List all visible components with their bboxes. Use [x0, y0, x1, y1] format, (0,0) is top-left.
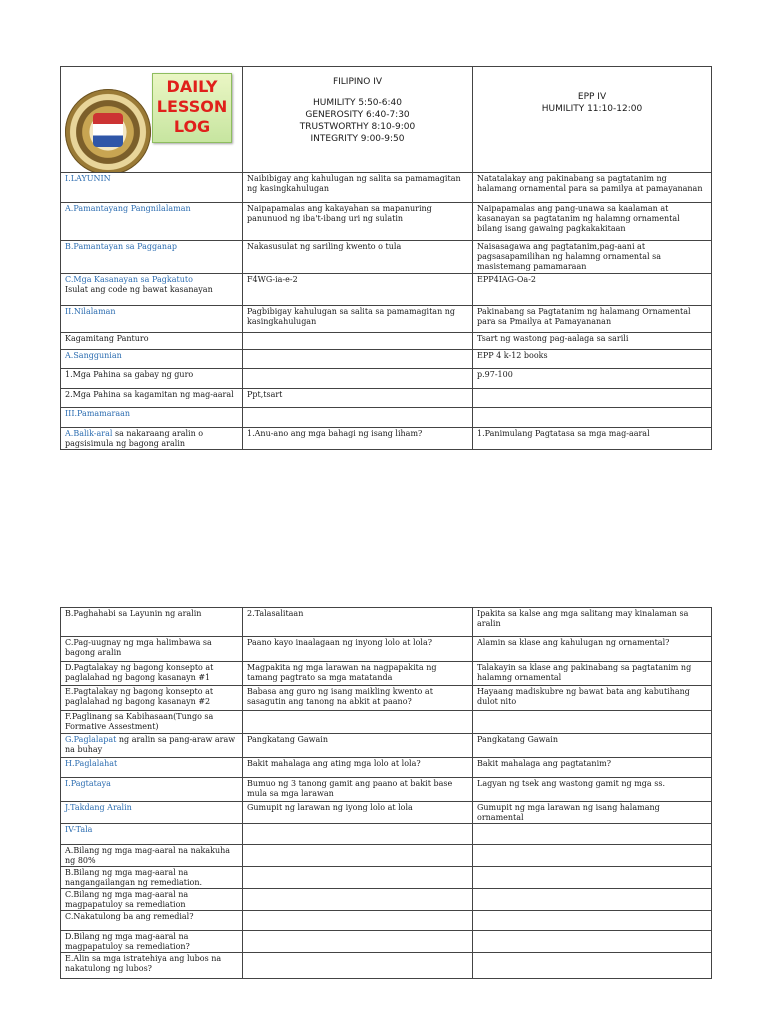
filipino-cell: Magpakita ng mga larawan na nagpapakita ng tamang pagtrato sa mga matatanda	[243, 662, 473, 686]
lesson-log-table-bottom	[60, 607, 712, 979]
filipino-cell: 1.Anu-ano ang mga bahagi ng isang liham?	[243, 428, 473, 450]
row-label-cell	[61, 274, 243, 306]
row-label-text: C.Nakatulong ba ang remedial?	[65, 912, 194, 921]
daily-lesson-log-badge	[152, 73, 232, 143]
epp-cell: Pakinabang sa Pagtatanim ng halamang Ornamental para sa Pmailya at Pamayananan	[473, 306, 712, 333]
epp-cell: Gumupit ng mga larawan ng isang halamang ornamental	[473, 802, 712, 824]
epp-cell	[473, 389, 712, 408]
row-label-cell	[61, 802, 243, 824]
schedule-trustworthy: TRUSTWORTHY 8:10-9:00	[299, 122, 416, 132]
row-label-cell	[61, 637, 243, 662]
row-label-text: C.Pag-uugnay ng mga halimbawa sa bagong aralin	[65, 638, 212, 657]
filipino-cell: Gumupit ng larawan ng iyong lolo at lola	[243, 802, 473, 824]
header-row	[61, 67, 712, 173]
schedule-humility: HUMILITY 5:50-6:40	[313, 98, 402, 108]
table-row	[61, 306, 712, 333]
row-label-cell	[61, 778, 243, 802]
schedule-integrity: INTEGRITY 9:00-9:50	[310, 134, 405, 144]
epp-cell	[473, 711, 712, 734]
epp-cell: Naisasagawa ang pagtatanim,pag-aani at pagsasapamilihan ng halamng ornamental sa masistemang pamamaraan	[473, 241, 712, 274]
table-row	[61, 608, 712, 637]
row-heading: H.Paglalahat	[65, 759, 118, 768]
table-row	[61, 931, 712, 953]
table-row	[61, 241, 712, 274]
row-heading: C.Mga Kasanayan sa Pagkatuto	[65, 275, 193, 284]
row-label-cell	[61, 758, 243, 778]
table-row	[61, 867, 712, 889]
epp-cell: EPP 4 k-12 books	[473, 350, 712, 369]
table-row	[61, 758, 712, 778]
table-row	[61, 203, 712, 241]
filipino-cell: Paano kayo inaalagaan ng inyong lolo at lola?	[243, 637, 473, 662]
filipino-cell	[243, 369, 473, 389]
row-label-text: 1.Mga Pahina sa gabay ng guro	[65, 370, 194, 379]
epp-cell: Pangkatang Gawain	[473, 734, 712, 758]
epp-cell: Talakayin sa klase ang pakinabang sa pagtatanim ng halamng ornamental	[473, 662, 712, 686]
row-label-text: F.Paglinang sa Kabihasaan(Tungo sa Formative Assestment)	[65, 712, 214, 731]
row-heading: G.Paglalapat	[65, 735, 117, 744]
row-label-text: D.Bilang ng mga mag-aaral na magpapatuloy sa remediation?	[65, 932, 190, 951]
epp-cell: Bakit mahalaga ang pagtatanim?	[473, 758, 712, 778]
table-row	[61, 408, 712, 428]
filipino-cell: Naibibigay ang kahulugan ng salita sa pamamagitan ng kasingkahulugan	[243, 173, 473, 203]
epp-cell: Ipakita sa kalse ang mga salitang may kinalaman sa aralin	[473, 608, 712, 637]
epp-cell: Naipapamalas ang pang-unawa sa kaalaman at kasanayan sa pagtatanim ng halamng ornamental bilang isang gawaing pagkakakitaan	[473, 203, 712, 241]
epp-cell	[473, 889, 712, 911]
epp-cell	[473, 867, 712, 889]
row-label-cell	[61, 734, 243, 758]
epp-cell: 1.Panimulang Pagtatasa sa mga mag-aaral	[473, 428, 712, 450]
row-label-cell	[61, 889, 243, 911]
row-label-cell	[61, 867, 243, 889]
row-label-cell	[61, 389, 243, 408]
row-heading: A.Pamantayang Pangnilalaman	[65, 204, 191, 213]
table-row	[61, 686, 712, 711]
filipino-cell	[243, 953, 473, 979]
filipino-cell: 2.Talasalitaan	[243, 608, 473, 637]
row-label-cell	[61, 306, 243, 333]
row-label-text: E.Alin sa mga istratehiya ang lubos na nakatulong ng lubos?	[65, 954, 222, 973]
table-row	[61, 802, 712, 824]
epp-cell: EPP4IAG-Oa-2	[473, 274, 712, 306]
row-label-cell	[61, 369, 243, 389]
table-row	[61, 274, 712, 306]
row-heading: II.Nilalaman	[65, 307, 116, 316]
filipino-cell	[243, 333, 473, 350]
table-row	[61, 333, 712, 350]
row-label-cell	[61, 662, 243, 686]
epp-cell: p.97-100	[473, 369, 712, 389]
epp-cell: Tsart ng wastong pag-aalaga sa sarili	[473, 333, 712, 350]
badge-line-daily: DAILY	[166, 77, 218, 96]
filipino-cell: Bumuo ng 3 tanong gamit ang paano at bakit base mula sa mga larawan	[243, 778, 473, 802]
epp-cell	[473, 931, 712, 953]
epp-cell	[473, 911, 712, 931]
epp-cell	[473, 845, 712, 867]
row-label-cell	[61, 428, 243, 450]
row-heading: I.LAYUNIN	[65, 174, 111, 183]
row-label-cell	[61, 241, 243, 274]
table-row	[61, 778, 712, 802]
row-heading: J.Takdang Aralin	[65, 803, 132, 812]
row-label-text: 2.Mga Pahina sa kagamitan ng mag-aaral	[65, 390, 234, 399]
row-heading: B.Pamantayan sa Pagganap	[65, 242, 177, 251]
filipino-cell	[243, 350, 473, 369]
epp-cell	[473, 824, 712, 845]
filipino-cell: Babasa ang guro ng isang maikling kwento at sasagutin ang tanong na abkit at paano?	[243, 686, 473, 711]
row-label-text: Isulat ang code ng bawat kasanayan	[65, 285, 213, 294]
table-row	[61, 845, 712, 867]
table-row	[61, 637, 712, 662]
epp-cell: Alamin sa klase ang kahulugan ng ornamental?	[473, 637, 712, 662]
table-row	[61, 428, 712, 450]
epp-cell	[473, 953, 712, 979]
filipino-cell: Nakasusulat ng sariling kwento o tula	[243, 241, 473, 274]
table-row	[61, 711, 712, 734]
row-label-cell	[61, 911, 243, 931]
filipino-cell	[243, 931, 473, 953]
row-label-cell	[61, 953, 243, 979]
epp-cell: Lagyan ng tsek ang wastong gamit ng mga ss.	[473, 778, 712, 802]
badge-line-log: LOG	[173, 117, 211, 136]
filipino-cell: F4WG-ia-e-2	[243, 274, 473, 306]
epp-schedule: HUMILITY 11:10-12:00	[541, 104, 643, 114]
lesson-log-table-top	[60, 66, 712, 450]
table-row	[61, 350, 712, 369]
row-label-cell	[61, 203, 243, 241]
row-label-text: A.Bilang ng mga mag-aaral na nakakuha ng 80%	[65, 846, 231, 865]
filipino-cell	[243, 889, 473, 911]
row-label-text: C.Bilang ng mga mag-aaral na magpapatuloy sa remediation	[65, 890, 189, 909]
table-row	[61, 911, 712, 931]
row-heading: A.Sanggunian	[65, 351, 122, 360]
table-row	[61, 953, 712, 979]
row-label-text: D.Pagtalakay ng bagong konsepto at paglalahad ng bagong kasanayn #1	[65, 663, 214, 682]
row-label-text: Kagamitang Panturo	[65, 334, 149, 343]
epp-title: EPP IV	[577, 92, 607, 102]
epp-cell: Hayaang madiskubre ng bawat bata ang kabutihang dulot nito	[473, 686, 712, 711]
row-label-cell	[61, 608, 243, 637]
filipino-cell	[243, 408, 473, 428]
filipino-header-cell	[243, 67, 473, 173]
row-label-cell	[61, 173, 243, 203]
row-label-cell	[61, 408, 243, 428]
table-row	[61, 889, 712, 911]
filipino-cell	[243, 867, 473, 889]
table-row	[61, 662, 712, 686]
epp-cell	[473, 408, 712, 428]
filipino-cell: Pagbibigay kahulugan sa salita sa pamamagitan ng kasingkahulugan	[243, 306, 473, 333]
filipino-cell	[243, 824, 473, 845]
row-label-text: ng aralin sa pang-araw araw na buhay	[65, 735, 236, 754]
table-row	[61, 173, 712, 203]
row-heading: A.Balik-aral	[65, 429, 113, 438]
school-seal-logo	[65, 89, 151, 173]
row-label-text: E.Pagtalakay ng bagong konsepto at paglalahad ng bagong kasanayn #2	[65, 687, 214, 706]
row-label-text: B.Paghahabi sa Layunin ng aralin	[65, 609, 202, 618]
filipino-cell	[243, 711, 473, 734]
table-row	[61, 369, 712, 389]
filipino-cell: Bakit mahalaga ang ating mga lolo at lola?	[243, 758, 473, 778]
filipino-cell: Naipapamalas ang kakayahan sa mapanuring panunuod ng iba't-ibang uri ng sulatin	[243, 203, 473, 241]
table-row	[61, 734, 712, 758]
epp-header-cell	[473, 67, 712, 173]
schedule-generosity: GENEROSITY 6:40-7:30	[305, 110, 410, 120]
logo-cell	[61, 67, 243, 173]
table-row	[61, 389, 712, 408]
row-heading: IV-Tala	[65, 825, 93, 834]
row-label-cell	[61, 686, 243, 711]
epp-cell: Natatalakay ang pakinabang sa pagtatanim ng halamang ornamental para sa pamilya at pamayananan	[473, 173, 712, 203]
row-heading: I.Pagtataya	[65, 779, 111, 788]
table-row	[61, 824, 712, 845]
row-heading: III.Pamamaraan	[65, 409, 131, 418]
filipino-cell: Pangkatang Gawain	[243, 734, 473, 758]
filipino-cell	[243, 911, 473, 931]
row-label-cell	[61, 931, 243, 953]
filipino-cell	[243, 845, 473, 867]
badge-line-lesson: LESSON	[156, 97, 228, 116]
row-label-cell	[61, 845, 243, 867]
filipino-cell: Ppt,tsart	[243, 389, 473, 408]
row-label-cell	[61, 350, 243, 369]
row-label-text: B.Bilang ng mga mag-aaral na nangangailangan ng remediation.	[65, 868, 203, 887]
row-label-cell	[61, 711, 243, 734]
row-label-cell	[61, 824, 243, 845]
row-label-text: sa nakaraang aralin o pagsisimula ng bagong aralin	[65, 429, 204, 448]
row-label-cell	[61, 333, 243, 350]
filipino-title: FILIPINO IV	[332, 77, 383, 87]
